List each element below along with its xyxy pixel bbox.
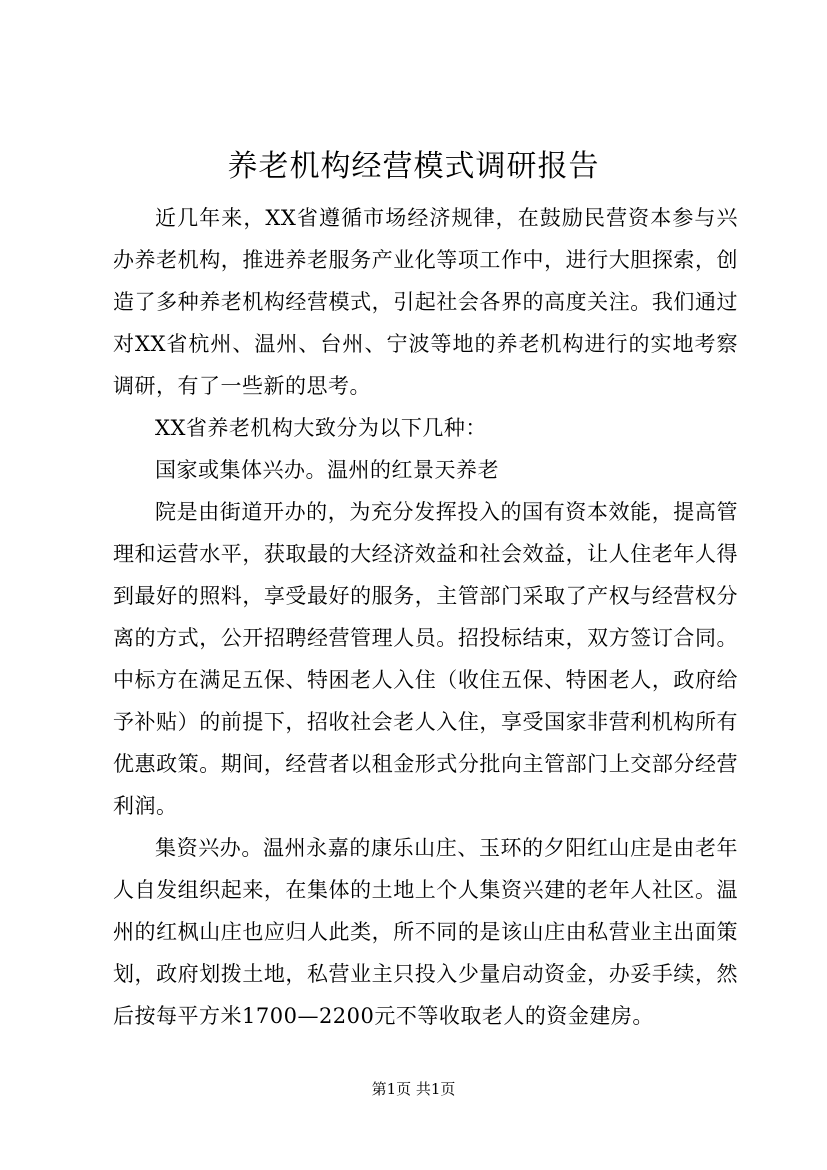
- document-body: [113, 197, 738, 1037]
- page-number-footer: 第1页 共1页: [371, 1080, 456, 1098]
- page-title: 养老机构经营模式调研报告: [227, 149, 600, 184]
- paragraph-categories: XX省养老机构大致分为以下几种：: [155, 416, 487, 440]
- paragraph-state-collective: 国家或集体兴办。温州的红景天养老: [155, 458, 499, 482]
- paragraph-intro: 近几年来，XX省遵循市场经济规律，在鼓励民营资本参与兴办养老机构，推进养老服务产业化等项工作中，进行大胆探索，创造了多种养老机构经营模式，引起社会各界的高度关注。我们通过对XX省杭州、温州、台州、宁波等地的养老机构进行的实地考察调研，有了一些新的思考。: [113, 206, 738, 398]
- paragraph-hongjingtian: 院是由街道开办的，为充分发挥投入的国有资本效能，提高管理和运营水平，获取最的大经济效益和社会效益，让人住老年人得到最好的照料，享受最好的服务，主管部门采取了产权与经营权分离的方式，公开招聘经营管理人员。招投标结束，双方签订合同。中标方在满足五保、特困老人入住（收住五保、特困老人，政府给予补贴）的前提下，招收社会老人入住，享受国家非营利机构所有优惠政策。期间，经营者以租金形式分批向主管部门上交部分经营利润。: [113, 500, 738, 818]
- paragraph-fundraising: 集资兴办。温州永嘉的康乐山庄、玉环的夕阳红山庄是由老年人自发组织起来，在集体的土地上个人集资兴建的老年人社区。温州的红枫山庄也应归人此类，所不同的是该山庄由私营业主出面策划，政府划拨土地，私营业主只投入少量启动资金，办妥手续，然后按每平方米1700—2200元不等收取老人的资金建房。: [113, 836, 738, 1028]
